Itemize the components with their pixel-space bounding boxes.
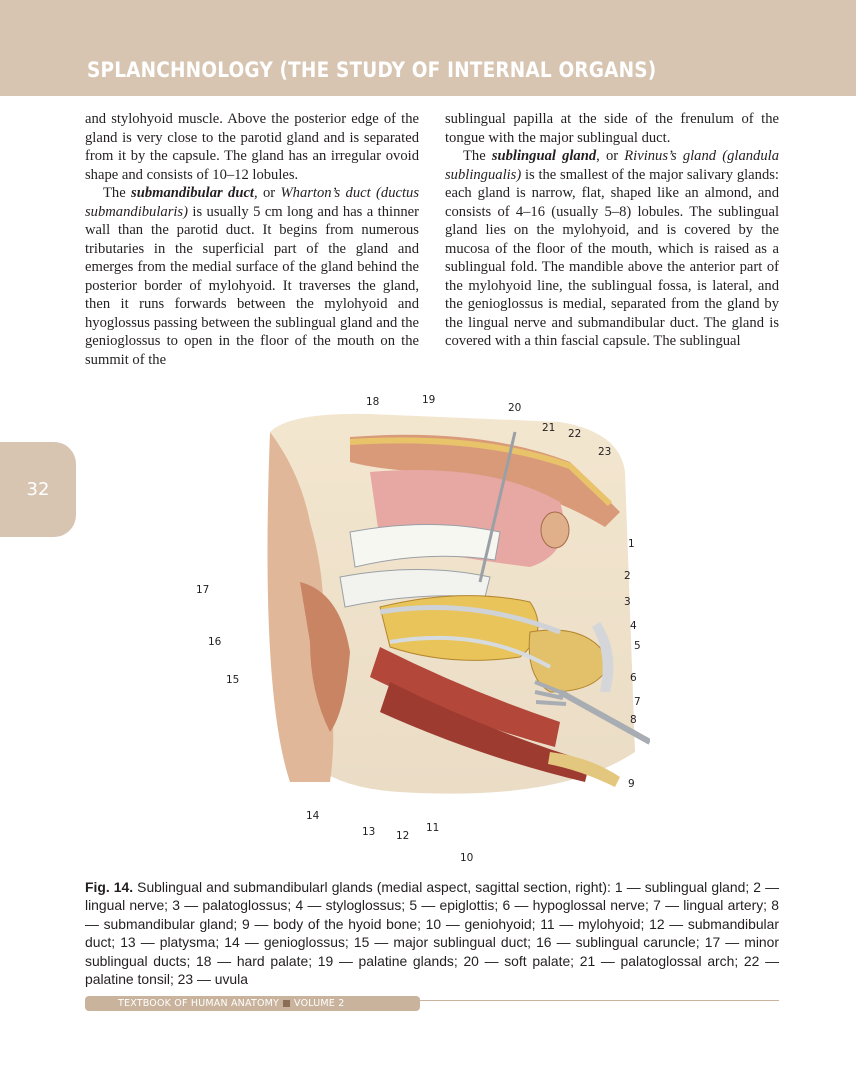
- right-column: [445, 110, 779, 351]
- label-14: 14: [306, 810, 320, 822]
- paragraph: sublingual papilla at the side of the frenulum of the tongue with the major sublingual duct.: [445, 111, 779, 146]
- paragraph: The submandibular duct, or Wharton’s duct (ductus submandibularis) is usually 5 cm long and has a thinner wall than the parotid duct. It begins from numerous tributaries in the superficial part of the gland and emerges from the medial surface of the gland behind the posterior border of mylohyoid. It traverses the gland, then it runs forwards between the mylohyoid and hyoglossus passing between the sublingual gland and the genioglossus to open in the floor of the mouth on the summit of the: [85, 185, 419, 368]
- label-9: 9: [628, 778, 635, 790]
- label-1: 1: [628, 538, 635, 550]
- chapter-title: SPLANCHNOLOGY (THE STUDY OF INTERNAL ORGANS): [87, 58, 657, 83]
- label-15: 15: [226, 674, 240, 686]
- anatomy-figure: [190, 392, 640, 872]
- label-11: 11: [426, 822, 440, 834]
- label-3: 3: [624, 596, 631, 608]
- running-footer: [118, 998, 344, 1009]
- figure-caption: [85, 878, 779, 988]
- sagittal-section-illustration: [230, 392, 650, 812]
- label-17: 17: [196, 584, 210, 596]
- label-8: 8: [630, 714, 637, 726]
- paragraph: and stylohyoid muscle. Above the posterior edge of the gland is very close to the parotid gland and is separated from it by the capsule. The gland has an irregular ovoid shape and consists of 10–12 lobules.: [85, 111, 419, 183]
- label-22: 22: [568, 428, 582, 440]
- label-6: 6: [630, 672, 637, 684]
- book-title: TEXTBOOK OF HUMAN ANATOMY: [118, 998, 280, 1009]
- label-19: 19: [422, 394, 436, 406]
- label-23: 23: [598, 446, 612, 458]
- page-number: 32: [26, 479, 50, 500]
- label-7: 7: [634, 696, 641, 708]
- latin-term: (ductus submandibularis): [85, 185, 419, 220]
- figure-label: Fig. 14.: [85, 879, 134, 895]
- label-16: 16: [208, 636, 222, 648]
- volume-label: VOLUME 2: [294, 998, 345, 1009]
- paragraph: The sublingual gland, or Rivinus’s gland (glandula sublingualis) is the smallest of the major salivary glands: each gland is narrow, flat, shaped like an almond, and consists of 4–16 (usually 5–8) lobules. The sublingual gland lies on the mylohyoid, and is covered by the mucosa of the floor of the mouth, which is raised as a sublingual fold. The mandible above the anterior part of the mylohyoid line, the sublingual fossa, is lateral, and the genioglossus is medial, separated from the gland by the lingual nerve and submandibular duct. The gland is covered with a thin fascial capsule. The sublingual: [445, 148, 779, 349]
- label-18: 18: [366, 396, 380, 408]
- term: sublingual gland: [491, 148, 597, 164]
- term-alt: Wharton’s duct: [280, 185, 371, 201]
- left-column: [85, 110, 419, 369]
- label-10: 10: [460, 852, 474, 864]
- label-5: 5: [634, 640, 641, 652]
- term-alt: Rivinus’s gland: [624, 148, 717, 164]
- latin-term: (glandula sublingualis): [445, 148, 779, 183]
- label-21: 21: [542, 422, 556, 434]
- footer-separator: [283, 1000, 290, 1007]
- label-20: 20: [508, 402, 522, 414]
- page-tab: [0, 442, 76, 537]
- label-4: 4: [630, 620, 637, 632]
- label-2: 2: [624, 570, 631, 582]
- label-13: 13: [362, 826, 376, 838]
- caption-text: Sublingual and submandibularl glands (medial aspect, sagittal section, right): 1 — sublingual gland; 2 — lingual nerve; 3 — palatoglossus; 4 — styloglossus; 5 — epiglottis; 6 — hypoglossal nerve; 7 — lingual artery; 8 — submandibular gland; 9 — body of the hyoid bone; 10 — geniohyoid; 11 — mylohyoid; 12 — submandibular duct; 13 — platysma; 14 — genioglossus; 15 — major sublingual duct; 16 — sublingual caruncle; 17 — minor sublingual ducts; 18 — hard palate; 19 — palatine glands; 20 — soft palate; 21 — palatoglossal arch; 22 — palatine tonsil; 23 — uvula: [85, 879, 779, 988]
- label-12: 12: [396, 830, 410, 842]
- term: submandibular duct: [131, 185, 254, 201]
